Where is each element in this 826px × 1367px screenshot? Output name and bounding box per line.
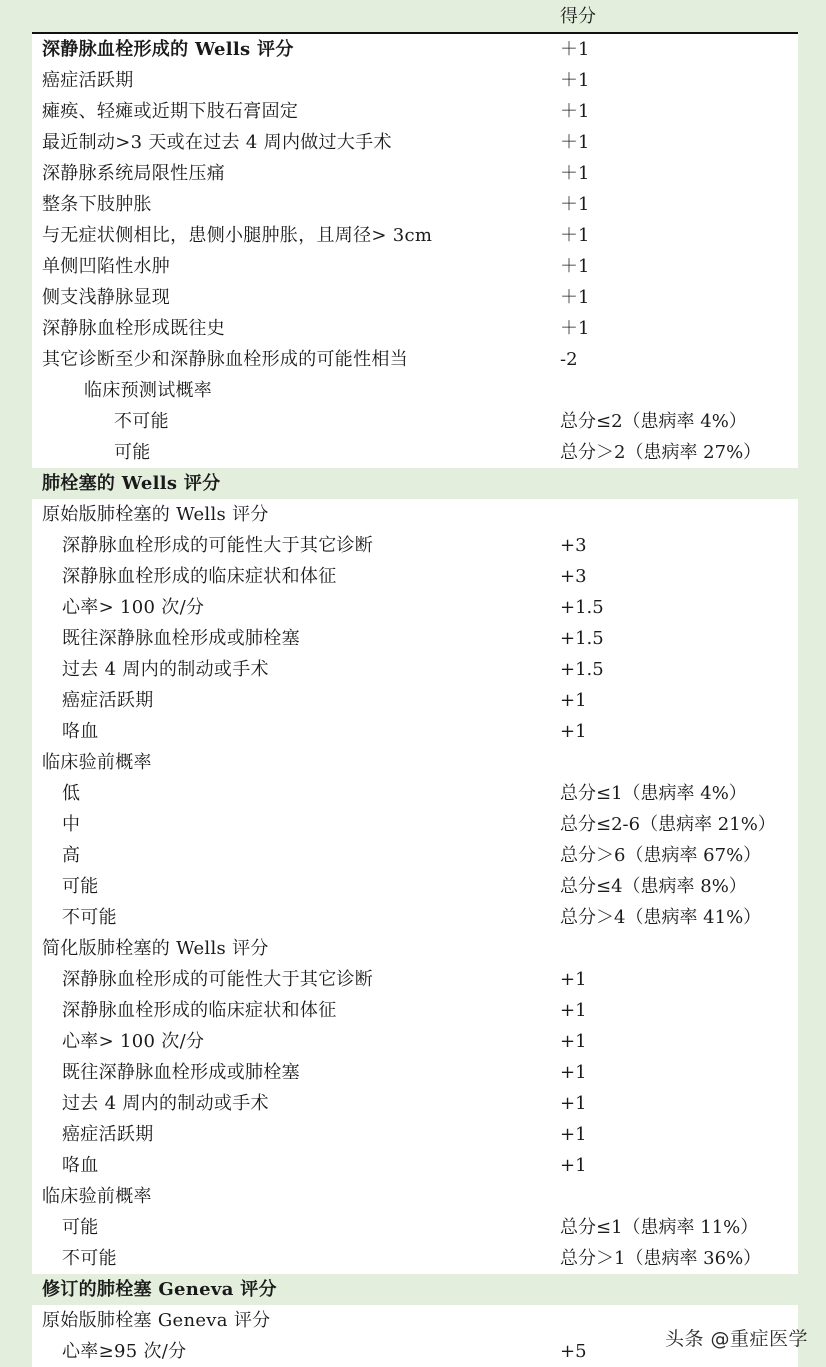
criterion-label: 既往深静脉血栓形成或肺栓塞 [62, 1062, 300, 1083]
table-row [32, 158, 798, 189]
table-row [32, 251, 798, 282]
table-row [32, 437, 798, 468]
table-row [32, 1057, 798, 1088]
table-row [32, 871, 798, 902]
score-value: +5 [560, 1341, 587, 1362]
score-value: 总分≤2-6（患病率 21%） [560, 814, 776, 835]
score-value: ＋1 [560, 194, 590, 215]
criterion-label: 心率≥95 次/分 [62, 1341, 187, 1362]
score-value: ＋1 [560, 132, 590, 153]
table-row [32, 685, 798, 716]
criterion-label: 咯血 [62, 721, 99, 742]
table-row [32, 995, 798, 1026]
criterion-label: 瘫痪、轻瘫或近期下肢石膏固定 [42, 101, 299, 122]
score-value: 总分≤2（患病率 4%） [560, 411, 747, 432]
criterion-label: 心率> 100 次/分 [62, 597, 205, 618]
scoring-table [32, 0, 798, 1367]
table-row [32, 654, 798, 685]
score-value: 总分＞6（患病率 67%） [560, 845, 762, 866]
table-row [32, 809, 798, 840]
criterion-label: 可能 [62, 1217, 99, 1238]
score-value: +1 [560, 690, 587, 711]
table-row [32, 592, 798, 623]
table-body [32, 34, 798, 1367]
table-row [32, 1026, 798, 1057]
criterion-label: 高 [62, 845, 81, 866]
section-header-row [32, 468, 798, 499]
criterion-label: 深静脉血栓形成的临床症状和体征 [62, 566, 337, 587]
table-row [32, 747, 798, 778]
table-row [32, 964, 798, 995]
score-value: ＋1 [560, 287, 590, 308]
score-value: +1 [560, 1000, 587, 1021]
table-row [32, 313, 798, 344]
score-value: +1.5 [560, 597, 604, 618]
table-row [32, 127, 798, 158]
score-value: ＋1 [560, 318, 590, 339]
criterion-label: 癌症活跃期 [62, 690, 154, 711]
score-value: ＋1 [560, 39, 590, 60]
criterion-label: 可能 [114, 442, 151, 463]
table-row [32, 840, 798, 871]
score-value: +1 [560, 1031, 587, 1052]
criterion-label: 深静脉系统局限性压痛 [42, 163, 225, 184]
criterion-label: 深静脉血栓形成的临床症状和体征 [62, 1000, 337, 1021]
table-row [32, 623, 798, 654]
score-value: 总分＞2（患病率 27%） [560, 442, 762, 463]
score-value: -2 [560, 349, 578, 370]
table-row [32, 1181, 798, 1212]
criterion-label: 可能 [62, 876, 99, 897]
criterion-label: 原始版肺栓塞的 Wells 评分 [42, 504, 269, 525]
criterion-label: 原始版肺栓塞 Geneva 评分 [42, 1310, 271, 1331]
score-value: +3 [560, 566, 587, 587]
criterion-label: 其它诊断至少和深静脉血栓形成的可能性相当 [42, 349, 408, 370]
table-row [32, 65, 798, 96]
score-value: +1 [560, 721, 587, 742]
table-row [32, 344, 798, 375]
score-column-header: 得分 [560, 6, 596, 27]
criterion-label: 不可能 [62, 907, 117, 928]
criterion-label: 侧支浅静脉显现 [42, 287, 171, 308]
score-value: 总分＞4（患病率 41%） [560, 907, 762, 928]
score-value: ＋1 [560, 163, 590, 184]
table-row [32, 1243, 798, 1274]
table-row [32, 499, 798, 530]
score-value: +1 [560, 1155, 587, 1176]
table-row [32, 96, 798, 127]
score-value: 总分＞1（患病率 36%） [560, 1248, 762, 1269]
criterion-label: 深静脉血栓形成既往史 [42, 318, 225, 339]
criterion-label: 过去 4 周内的制动或手术 [62, 659, 269, 680]
criterion-label: 咯血 [62, 1155, 99, 1176]
criterion-label: 不可能 [114, 411, 169, 432]
score-value: ＋1 [560, 101, 590, 122]
criterion-label: 心率> 100 次/分 [62, 1031, 205, 1052]
section-title: 深静脉血栓形成的 Wells 评分 [42, 39, 294, 60]
section-header-row [32, 34, 798, 65]
score-value: ＋1 [560, 256, 590, 277]
score-value: ＋1 [560, 70, 590, 91]
section-header-row [32, 1274, 798, 1305]
criterion-label: 癌症活跃期 [42, 70, 134, 91]
criterion-label: 临床验前概率 [42, 1186, 152, 1207]
criterion-label: 简化版肺栓塞的 Wells 评分 [42, 938, 269, 959]
table-row [32, 1150, 798, 1181]
criterion-label: 不可能 [62, 1248, 117, 1269]
criterion-label: 临床预测试概率 [84, 380, 213, 401]
score-value: +1 [560, 1062, 587, 1083]
score-value: +1.5 [560, 628, 604, 649]
criterion-label: 与无症状侧相比，患侧小腿肿胀，且周径> 3cm [42, 225, 433, 246]
score-value: 总分≤1（患病率 4%） [560, 783, 747, 804]
criterion-label: 单侧凹陷性水肿 [42, 256, 171, 277]
criterion-label: 临床验前概率 [42, 752, 152, 773]
criterion-label: 深静脉血栓形成的可能性大于其它诊断 [62, 535, 374, 556]
table-row [32, 375, 798, 406]
criterion-label: 最近制动>3 天或在过去 4 周内做过大手术 [42, 132, 392, 153]
table-row [32, 1119, 798, 1150]
table-row [32, 282, 798, 313]
table-row [32, 561, 798, 592]
table-row [32, 716, 798, 747]
score-value: 总分≤1（患病率 11%） [560, 1217, 759, 1238]
section-title: 肺栓塞的 Wells 评分 [42, 473, 221, 494]
table-row [32, 902, 798, 933]
table-row [32, 189, 798, 220]
section-title: 修订的肺栓塞 Geneva 评分 [42, 1279, 277, 1300]
criterion-label: 既往深静脉血栓形成或肺栓塞 [62, 628, 300, 649]
score-value: +3 [560, 535, 587, 556]
table-row [32, 933, 798, 964]
criterion-label: 低 [62, 783, 81, 804]
score-value: ＋1 [560, 225, 590, 246]
table-row [32, 778, 798, 809]
criterion-label: 过去 4 周内的制动或手术 [62, 1093, 269, 1114]
score-value: +1 [560, 1124, 587, 1145]
criterion-label: 深静脉血栓形成的可能性大于其它诊断 [62, 969, 374, 990]
table-row [32, 530, 798, 561]
table-row [32, 406, 798, 437]
table-row [32, 1088, 798, 1119]
table-row [32, 1212, 798, 1243]
criterion-label: 癌症活跃期 [62, 1124, 154, 1145]
score-value: +1.5 [560, 659, 604, 680]
score-value: 总分≤4（患病率 8%） [560, 876, 747, 897]
table-row [32, 220, 798, 251]
watermark: 头条 @重症医学 [664, 1328, 808, 1350]
table-header [32, 0, 798, 34]
score-value: +1 [560, 1093, 587, 1114]
score-value: +1 [560, 969, 587, 990]
criterion-label: 中 [62, 814, 81, 835]
criterion-label: 整条下肢肿胀 [42, 194, 152, 215]
